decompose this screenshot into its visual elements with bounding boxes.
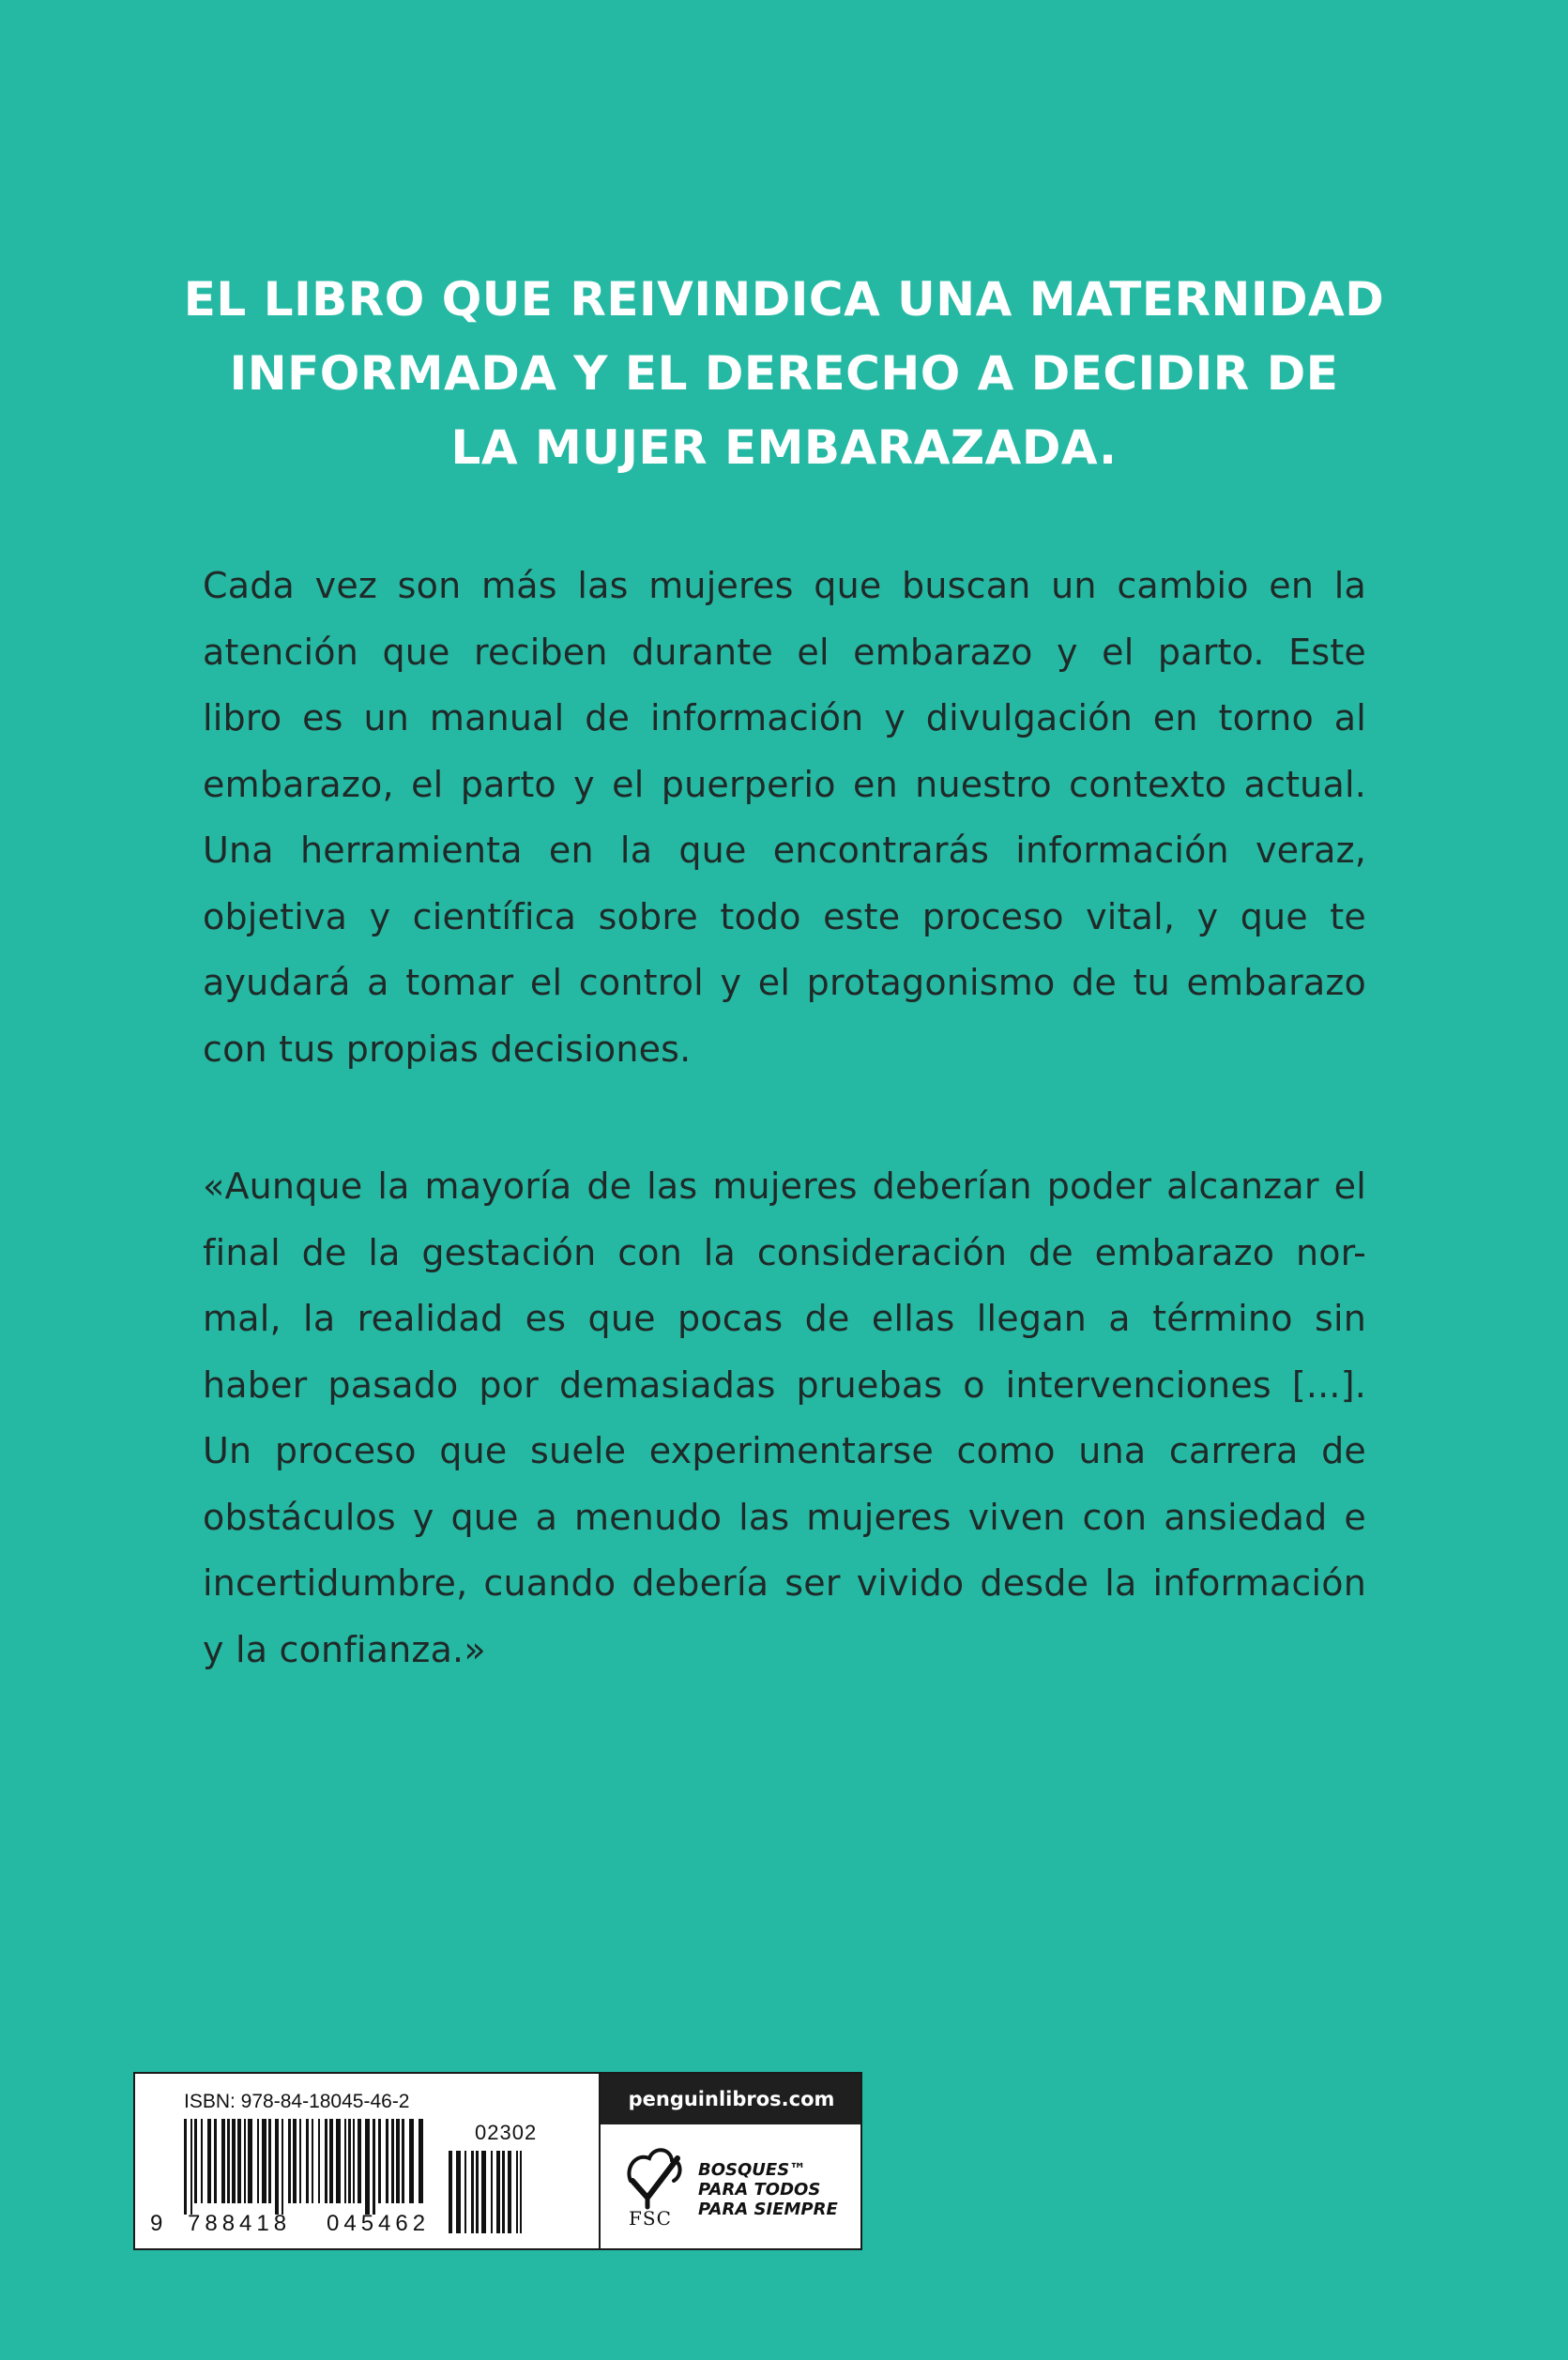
- headline-line: EL LIBRO QUE REIVINDICA UNA MATERNIDAD: [183, 272, 1385, 327]
- quote-paragraph: [203, 1153, 1366, 1682]
- synopsis-line: ayudará a tomar el control y el protagonismo de tu embarazo: [203, 962, 1366, 1003]
- barcode-bar: [502, 2151, 505, 2233]
- publisher-website: penguinlibros.com: [601, 2074, 862, 2124]
- barcode-bar: [496, 2151, 500, 2233]
- ean-first-digit: 9: [150, 2211, 163, 2236]
- barcode-bar: [348, 2119, 351, 2203]
- quote-line: y la confianza.»: [203, 1628, 486, 1670]
- barcode-bar: [293, 2119, 297, 2203]
- barcode-bar: [318, 2119, 320, 2203]
- quote-line: incertidumbre, cuando debería ser vivido desde la información: [203, 1562, 1366, 1604]
- synopsis-line: objetiva y científica sobre todo este proceso vital, y que te: [203, 895, 1366, 937]
- barcode-bar: [244, 2119, 246, 2203]
- barcode-bar: [299, 2119, 301, 2203]
- barcode-bar: [508, 2151, 511, 2233]
- barcode-bar: [378, 2119, 381, 2203]
- fsc-slogan: [698, 2160, 838, 2219]
- barcode-bar: [214, 2119, 217, 2203]
- barcode-bar: [456, 2151, 461, 2233]
- barcode-bar: [237, 2119, 241, 2203]
- barcode-bar: [221, 2119, 225, 2203]
- synopsis-paragraph: [203, 553, 1366, 1082]
- quote-line: final de la gestación con la consideración de embarazo nor-: [203, 1231, 1366, 1273]
- barcode-bar: [353, 2119, 355, 2203]
- quote-line: mal, la realidad es que pocas de ellas llegan a término sin: [203, 1298, 1366, 1339]
- barcode-bar: [358, 2119, 361, 2203]
- quote-line: haber pasado por demasiadas pruebas o intervenciones [...].: [203, 1363, 1366, 1406]
- fsc-label: FSC: [629, 2207, 672, 2230]
- ean-left-digits: 788418: [188, 2211, 292, 2236]
- barcode-bar: [268, 2119, 271, 2203]
- barcode-bar: [201, 2119, 203, 2203]
- barcode-bar: [449, 2151, 452, 2233]
- ean-right-digits: 045462: [327, 2211, 431, 2236]
- synopsis-line: Cada vez son más las mujeres que buscan un cambio en la: [203, 565, 1366, 606]
- barcode-panel: [133, 2072, 862, 2250]
- barcode-bar: [516, 2151, 518, 2233]
- quote-line: Un proceso que suele experimentarse como una carrera de: [203, 1430, 1366, 1471]
- headline-line: INFORMADA Y EL DERECHO A DECIDIR DE: [229, 346, 1339, 401]
- barcode-bar: [365, 2119, 370, 2215]
- barcode-bar: [184, 2119, 187, 2215]
- barcode-bar: [329, 2119, 333, 2203]
- barcode-bar: [481, 2151, 486, 2233]
- publisher-panel: [599, 2074, 862, 2248]
- barcode-bar: [471, 2151, 474, 2233]
- back-cover-headline: [0, 263, 1568, 485]
- barcode-bar: [491, 2151, 493, 2233]
- barcode-bar: [520, 2151, 522, 2233]
- barcode-bar: [257, 2119, 259, 2203]
- barcode-bar: [275, 2119, 279, 2215]
- barcode-bar: [476, 2151, 479, 2233]
- barcode-bar: [312, 2119, 313, 2203]
- barcode-bar: [373, 2119, 375, 2215]
- barcode-bar: [336, 2119, 341, 2203]
- barcode-bar: [232, 2119, 236, 2203]
- isbn-label: ISBN: 978-84-18045-46-2: [184, 2091, 410, 2112]
- synopsis-line: con tus propias decisiones.: [203, 1028, 692, 1070]
- barcode-bar: [227, 2119, 230, 2203]
- barcode-bar: [409, 2119, 414, 2203]
- barcode-bar: [396, 2119, 400, 2203]
- barcode-bar: [262, 2119, 266, 2203]
- fsc-slogan-line: PARA TODOS: [698, 2180, 821, 2200]
- barcode-bar: [190, 2119, 192, 2215]
- barcode-bar: [402, 2119, 404, 2203]
- barcode-bar: [306, 2119, 309, 2203]
- fsc-slogan-line: PARA SIEMPRE: [698, 2200, 838, 2219]
- synopsis-line: Una herramienta en la que encontrarás información veraz,: [203, 830, 1366, 871]
- barcode-bar: [207, 2119, 211, 2203]
- quote-line: obstáculos y que a menudo las mujeres viven con ansiedad e: [203, 1496, 1366, 1538]
- barcode-bar: [344, 2119, 346, 2203]
- quote-line: «Aunque la mayoría de las mujeres deberían poder alcanzar el: [203, 1165, 1366, 1207]
- barcode-bar: [325, 2119, 327, 2203]
- synopsis-line: libro es un manual de información y divulgación en torno al: [203, 697, 1366, 738]
- synopsis-line: embarazo, el parto y el puerperio en nuestro contexto actual.: [203, 763, 1366, 805]
- barcode-bar: [288, 2119, 291, 2203]
- barcode-addon-digits: 02302: [475, 2121, 538, 2144]
- headline-line: LA MUJER EMBARAZADA.: [450, 420, 1118, 475]
- barcode-bar: [464, 2151, 466, 2233]
- barcode-bar: [391, 2119, 394, 2203]
- barcode-bar: [282, 2119, 283, 2215]
- barcode-bar: [386, 2119, 388, 2203]
- barcode-bar: [248, 2119, 252, 2203]
- barcode-bar: [194, 2119, 197, 2203]
- fsc-slogan-line: BOSQUES™: [698, 2160, 807, 2180]
- isbn-barcode: [135, 2074, 597, 2248]
- synopsis-line: atención que reciben durante el embarazo y el parto. Este: [203, 631, 1366, 673]
- barcode-bar: [419, 2119, 423, 2203]
